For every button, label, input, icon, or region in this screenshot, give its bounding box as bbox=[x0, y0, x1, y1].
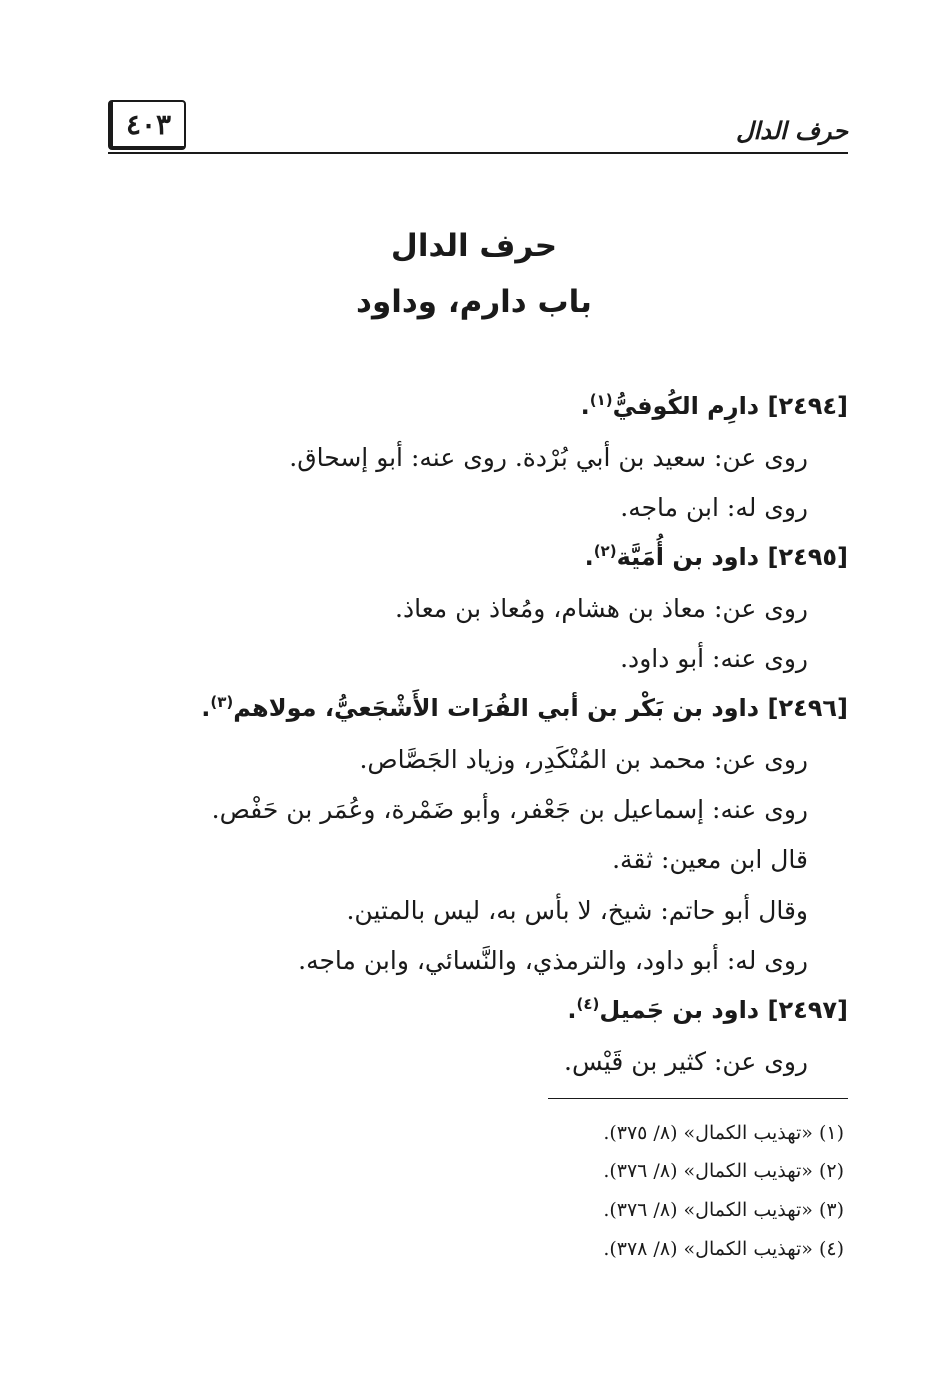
page-number: ٤٠٣ bbox=[125, 107, 172, 141]
running-title: حرف الدال bbox=[736, 116, 848, 145]
header-rule bbox=[108, 152, 848, 154]
entry-name: داود بن جَميل bbox=[599, 996, 760, 1024]
entry-heading: [٢٤٩٥] داود بن أُمَيَّة$^{(٢)}$. bbox=[584, 542, 848, 571]
entry-number: [٢٤٩٤] bbox=[767, 392, 848, 420]
footnote-ref: (٤) bbox=[576, 995, 600, 1013]
entry-heading: [٢٤٩٧] داود بن جَميل$^{(٤)}$. bbox=[567, 995, 848, 1024]
entry-line: قال ابن معين: ثقة. bbox=[612, 845, 808, 874]
footnote: (٣) «تهذيب الكمال» (٨/ ٣٧٦). bbox=[603, 1199, 844, 1221]
section-title: باب دارم، وداود bbox=[356, 284, 592, 320]
footnote: (٢) «تهذيب الكمال» (٨/ ٣٧٦). bbox=[603, 1160, 844, 1182]
entry-line: روى عن: كثير بن قَيْس. bbox=[564, 1047, 808, 1076]
entry-heading: [٢٤٩٦] داود بن بَكْر بن أبي الفُرَات الأَشْجَعيُّ، مولاهم$^{(٣)}$. bbox=[201, 693, 848, 722]
entry-name: دارِم الكُوفيُّ bbox=[612, 392, 760, 420]
entry-number: [٢٤٩٧] bbox=[767, 996, 848, 1024]
footnote: (١) «تهذيب الكمال» (٨/ ٣٧٥). bbox=[603, 1122, 844, 1144]
entry-line: روى عن: سعيد بن أبي بُرْدة. روى عنه: أبو إسحاق. bbox=[289, 443, 808, 472]
entry-number: [٢٤٩٦] bbox=[767, 694, 848, 722]
entry-number: [٢٤٩٥] bbox=[767, 543, 848, 571]
footnote-rule bbox=[548, 1098, 848, 1099]
entry-heading: [٢٤٩٤] دارِم الكُوفيُّ$^{(١)}$. bbox=[580, 391, 848, 420]
entry-line: روى عن: معاذ بن هشام، ومُعاذ بن معاذ. bbox=[395, 594, 808, 623]
footnote: (٤) «تهذيب الكمال» (٨/ ٣٧٨). bbox=[603, 1238, 844, 1260]
entry-name: داود بن بَكْر بن أبي الفُرَات الأَشْجَعيُّ، مولاهم bbox=[233, 694, 760, 722]
footnote-ref: (١) bbox=[589, 391, 613, 409]
entry-line: روى عن: محمد بن المُنْكَدِر، وزياد الجَصَّاص. bbox=[359, 745, 808, 774]
footnote-ref: (٣) bbox=[210, 693, 234, 711]
entry-line: روى له: ابن ماجه. bbox=[620, 493, 808, 522]
chapter-title: حرف الدال bbox=[390, 228, 558, 264]
entry-name: داود بن أُمَيَّة bbox=[616, 543, 760, 571]
entry-line: روى عنه: أبو داود. bbox=[620, 644, 808, 673]
entry-line: روى له: أبو داود، والترمذي، والنَّسائي، وابن ماجه. bbox=[298, 946, 808, 975]
page-number-box bbox=[108, 100, 186, 150]
entry-line: روى عنه: إسماعيل بن جَعْفر، وأبو ضَمْرة، وعُمَر بن حَفْص. bbox=[211, 795, 808, 824]
entry-line: وقال أبو حاتم: شيخ، لا بأس به، ليس بالمتين. bbox=[346, 896, 808, 925]
footnote-ref: (٢) bbox=[593, 542, 617, 560]
